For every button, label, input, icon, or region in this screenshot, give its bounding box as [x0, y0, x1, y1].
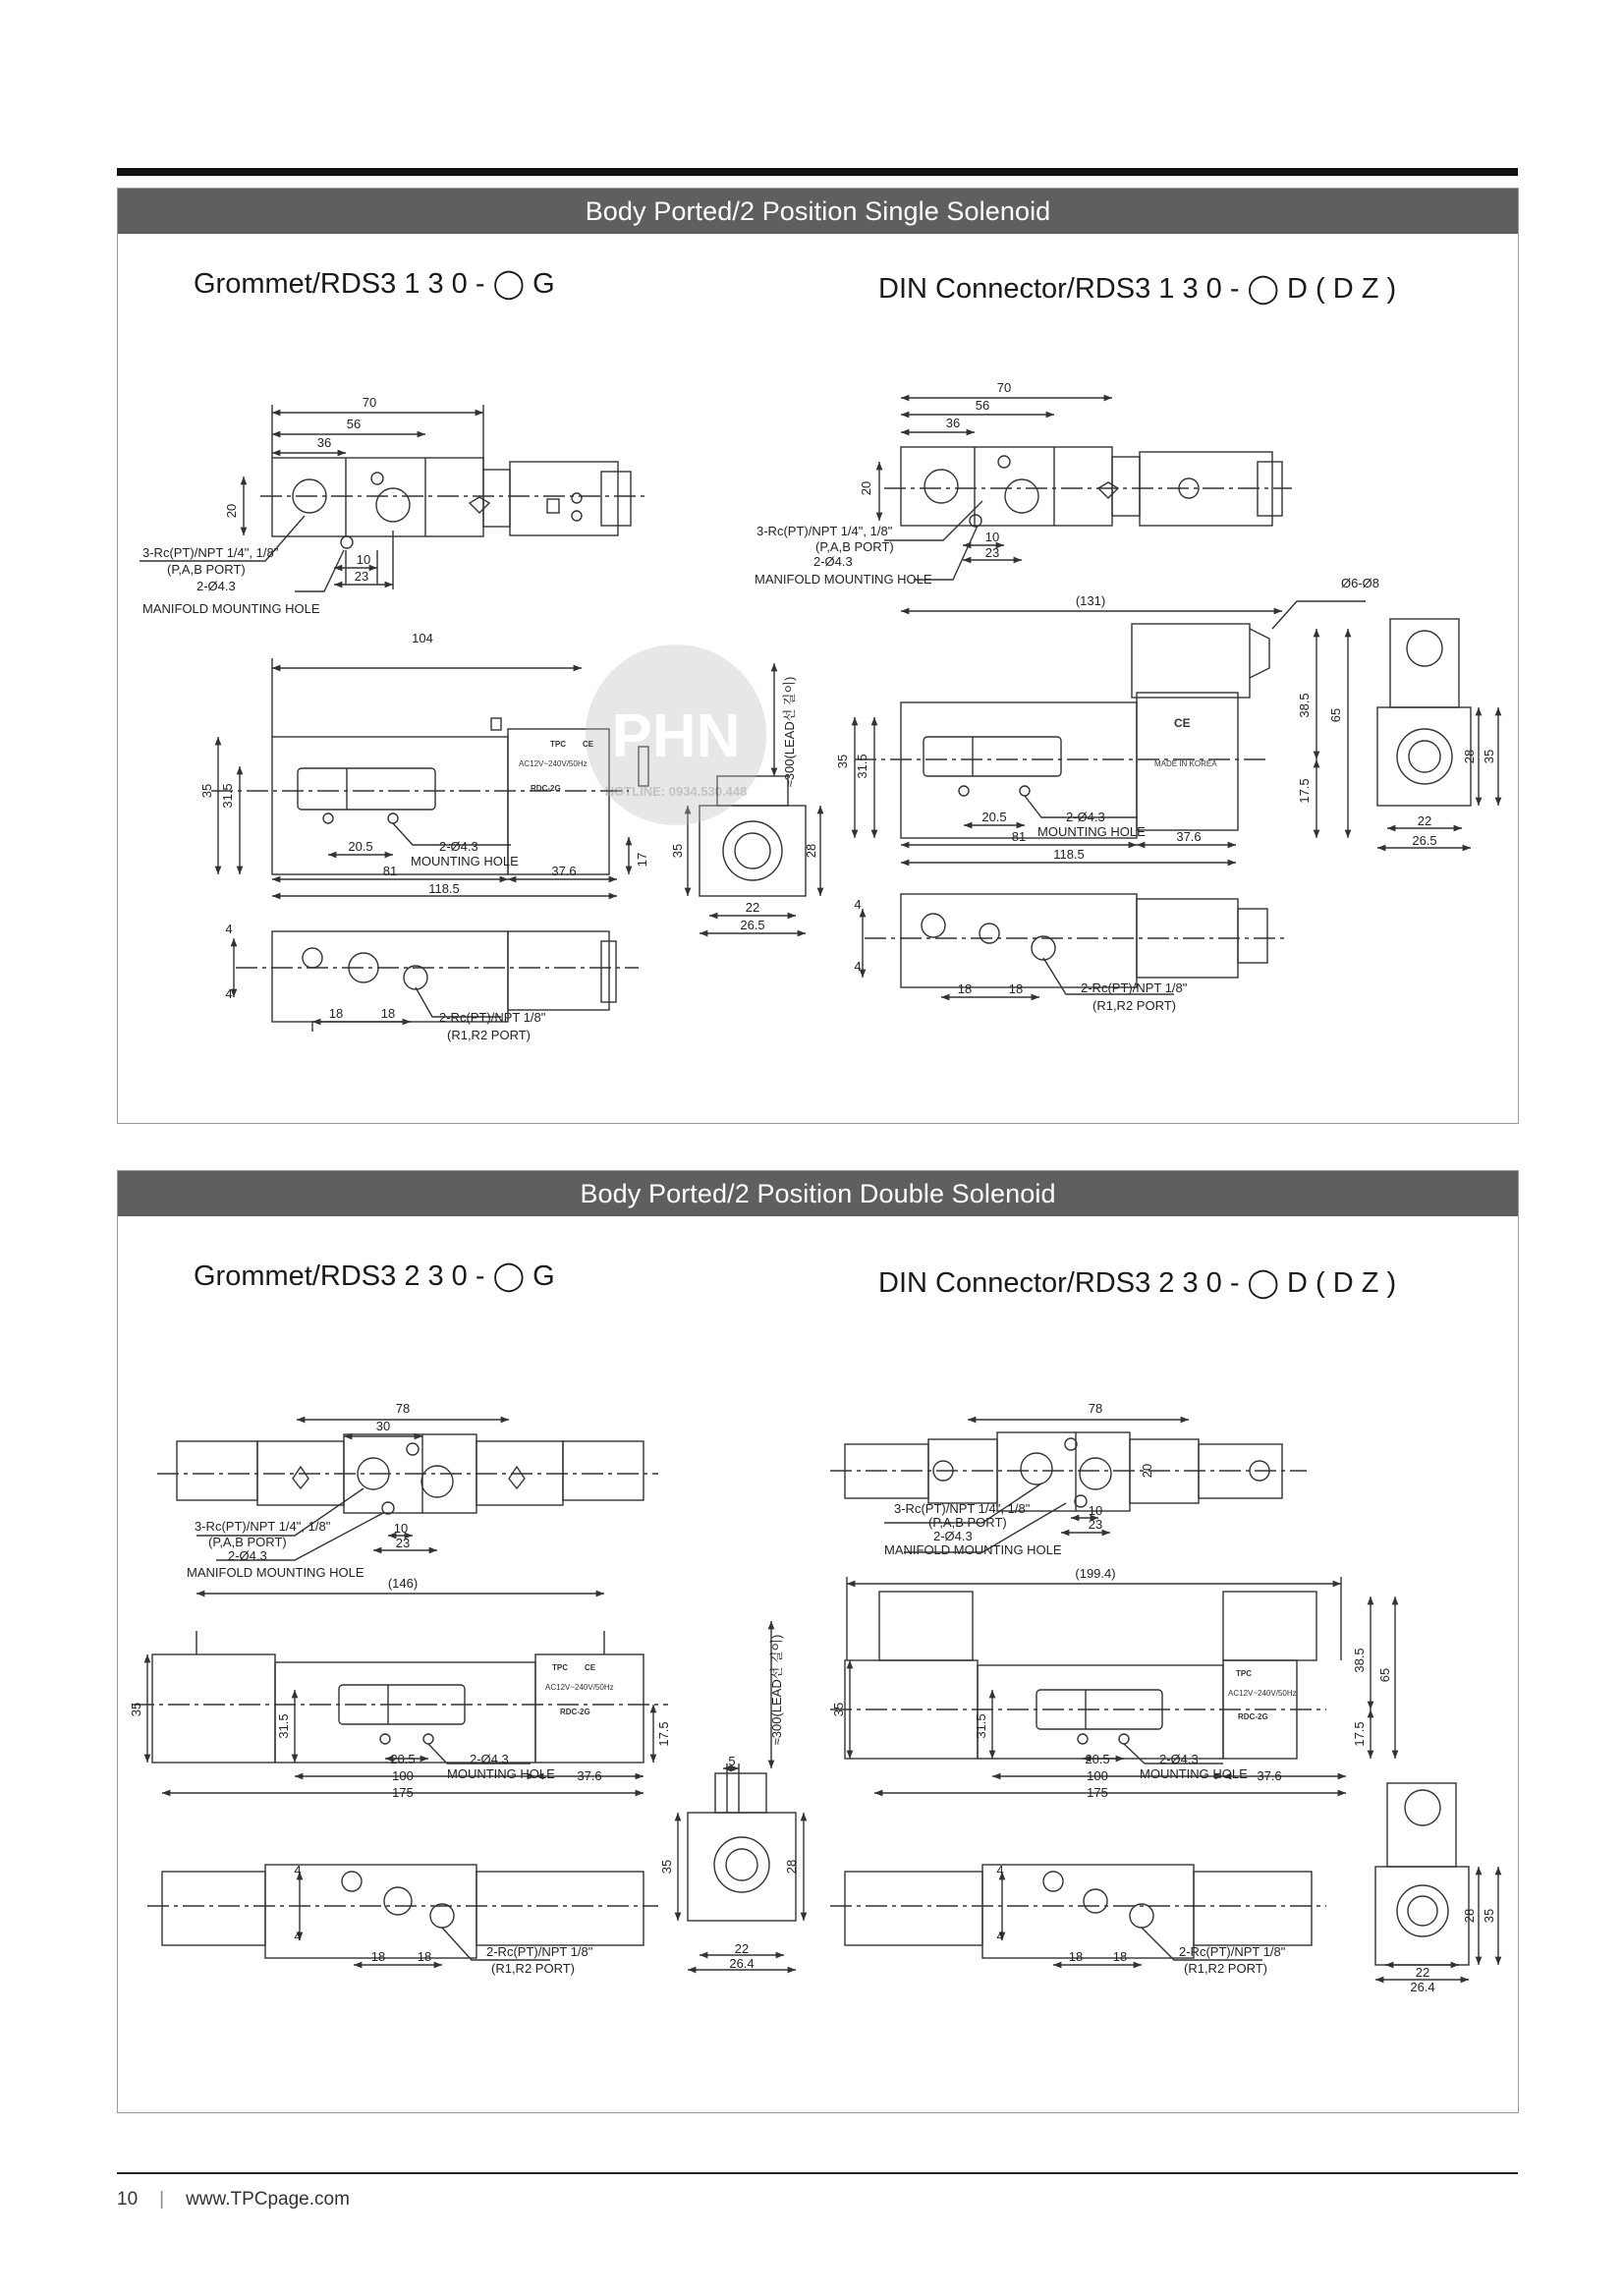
dim-20: 20	[859, 480, 873, 496]
dim-104: 104	[412, 631, 433, 645]
dim-38-5: 38.5	[1352, 1648, 1367, 1673]
dim-56: 56	[346, 417, 362, 431]
label-port-r2: (R1,R2 PORT)	[447, 1028, 531, 1042]
label-port-pab2: (P,A,B PORT)	[167, 562, 246, 577]
dim-10: 10	[1088, 1503, 1103, 1518]
label-port-pab2: (P,A,B PORT)	[208, 1535, 287, 1549]
nameplate-ce: CE	[583, 740, 594, 749]
dim-118-5: 118.5	[1053, 847, 1085, 862]
dim-36: 36	[945, 416, 961, 430]
dim-18: 18	[328, 1006, 344, 1021]
dim-10: 10	[984, 530, 1000, 544]
s1-grommet-bottom-view	[234, 931, 639, 1032]
dim-20-5: 20.5	[1085, 1752, 1110, 1766]
dim-4: 4	[996, 1863, 1004, 1877]
dim-23: 23	[984, 545, 1000, 560]
dim-17-5: 17.5	[656, 1721, 671, 1747]
label-port-r: 2-Rc(PT)/NPT 1/8"	[439, 1010, 546, 1025]
dim-4: 4	[294, 1863, 302, 1877]
s1-din-top-view	[879, 398, 1292, 580]
dim-31-5: 31.5	[974, 1713, 988, 1739]
din-title-double: DIN Connector/RDS3 2 3 0 - ◯ D ( D Z )	[878, 1267, 1397, 1299]
dim-10: 10	[356, 552, 371, 567]
label-hole: 2-Ø4.3	[1066, 810, 1105, 824]
dim-28: 28	[784, 1859, 799, 1875]
label-port-pab: 3-Rc(PT)/NPT 1/4", 1/8"	[894, 1501, 1031, 1516]
label-port-r2: (R1,R2 PORT)	[1092, 998, 1176, 1013]
s2-din-top-view	[830, 1420, 1307, 1552]
dim-23: 23	[354, 569, 369, 584]
dim-31-5: 31.5	[855, 754, 869, 779]
label-port-r: 2-Rc(PT)/NPT 1/8"	[1179, 1944, 1286, 1959]
nameplate-tpc: TPC	[550, 740, 566, 749]
label-hole: 2-Ø4.3	[439, 839, 478, 854]
dim-35: 35	[1482, 749, 1496, 764]
dim-31-5: 31.5	[220, 783, 235, 809]
label-port-pab2: (P,A,B PORT)	[928, 1515, 1007, 1530]
label-port-r2: (R1,R2 PORT)	[1184, 1961, 1267, 1976]
panel-title: Body Ported/2 Position Double Solenoid	[118, 1171, 1518, 1216]
dim-4: 4	[854, 959, 862, 974]
nameplate-model: RDC-2G	[531, 784, 561, 793]
dim-22: 22	[1417, 813, 1432, 828]
s2-din-side-view	[1375, 1783, 1498, 1980]
label-lead: ≈300(LEAD선 길이)	[769, 1634, 784, 1746]
dim-4: 4	[294, 1929, 302, 1943]
footer-url[interactable]: www.TPCpage.com	[186, 2189, 350, 2210]
dim-199-4: (199.4)	[1075, 1566, 1116, 1581]
dim-35: 35	[835, 754, 850, 769]
dim-18: 18	[1112, 1949, 1128, 1964]
label-hole: 2-Ø4.3	[933, 1529, 973, 1543]
dim-81: 81	[382, 864, 398, 878]
dim-65: 65	[1328, 707, 1343, 723]
dim-26-5: 26.5	[1412, 833, 1437, 848]
dim-37-6: 37.6	[1257, 1768, 1282, 1783]
nameplate-ce: CE	[585, 1663, 596, 1672]
label-hole: 2-Ø4.3	[196, 579, 236, 593]
dim-35: 35	[659, 1859, 674, 1875]
dim-36: 36	[316, 435, 332, 450]
s2-grommet-side-view	[678, 1621, 804, 1970]
nameplate-ac: AC12V~240V/50Hz	[519, 759, 588, 768]
dim-175: 175	[392, 1785, 414, 1800]
label-cable: Ø6-Ø8	[1341, 576, 1380, 590]
label-mounting: MOUNTING HOLE	[1140, 1766, 1248, 1781]
dim-35: 35	[831, 1702, 846, 1717]
dim-23: 23	[1088, 1517, 1103, 1532]
dim-17-5: 17.5	[1297, 778, 1312, 804]
footer-separator: |	[159, 2189, 165, 2210]
dim-20: 20	[224, 503, 239, 519]
label-port-pab: 3-Rc(PT)/NPT 1/4", 1/8"	[756, 524, 893, 538]
s1-grommet-top-view	[260, 458, 648, 548]
label-port-r: 2-Rc(PT)/NPT 1/8"	[486, 1944, 593, 1959]
label-port-r: 2-Rc(PT)/NPT 1/8"	[1081, 980, 1188, 995]
dim-18: 18	[417, 1949, 432, 1964]
dim-23: 23	[395, 1536, 411, 1550]
dim-35: 35	[129, 1702, 143, 1717]
dim-28: 28	[1462, 1908, 1477, 1924]
dim-78: 78	[395, 1401, 411, 1416]
dim-18: 18	[380, 1006, 396, 1021]
dim-20-5: 20.5	[348, 839, 373, 854]
dim-35: 35	[670, 843, 685, 859]
page-number: 10	[117, 2189, 139, 2210]
dim-35: 35	[1482, 1908, 1496, 1924]
dim-37-6: 37.6	[1176, 829, 1202, 844]
dim-4: 4	[854, 897, 862, 912]
nameplate-model: RDC-2G	[560, 1708, 590, 1716]
dim-38-5: 38.5	[1297, 693, 1312, 718]
nameplate-tpc: TPC	[552, 1663, 568, 1672]
dim-131: (131)	[1075, 593, 1106, 608]
label-port-pab: 3-Rc(PT)/NPT 1/4", 1/8"	[142, 545, 279, 560]
dim-22: 22	[745, 900, 760, 915]
label-mounting: MOUNTING HOLE	[1037, 824, 1146, 839]
label-hole: 2-Ø4.3	[813, 554, 853, 569]
watermark-logo: PHN	[611, 702, 741, 770]
dim-100: 100	[1087, 1768, 1108, 1783]
dim-22: 22	[1415, 1965, 1430, 1980]
panel-title: Body Ported/2 Position Single Solenoid	[118, 189, 1518, 234]
grommet-title-double: Grommet/RDS3 2 3 0 - ◯ G	[194, 1260, 555, 1292]
dim-4: 4	[996, 1929, 1004, 1943]
label-mounting: MOUNTING HOLE	[411, 854, 519, 868]
dim-18: 18	[957, 981, 973, 996]
watermark-hotline: HOTLINE: 0934.530.448	[604, 784, 748, 799]
dim-10: 10	[393, 1521, 409, 1536]
dim-18: 18	[1008, 981, 1024, 996]
nameplate-tpc: TPC	[1236, 1669, 1252, 1678]
dim-146: (146)	[387, 1576, 419, 1591]
dim-4: 4	[225, 986, 233, 1001]
dim-17: 17	[635, 852, 649, 868]
nameplate-ac: AC12V~240V/50Hz	[545, 1683, 614, 1692]
label-manifold: MANIFOLD MOUNTING HOLE	[884, 1542, 1062, 1557]
dim-31-5: 31.5	[276, 1713, 291, 1739]
label-mounting: MOUNTING HOLE	[447, 1766, 555, 1781]
grommet-title-single: Grommet/RDS3 1 3 0 - ◯ G	[194, 268, 555, 300]
nameplate-made: MADE IN KOREA	[1154, 759, 1217, 768]
dim-26-4: 26.4	[1410, 1980, 1435, 1994]
dim-65: 65	[1377, 1667, 1392, 1683]
nameplate-model: RDC-2G	[1238, 1712, 1268, 1721]
label-manifold: MANIFOLD MOUNTING HOLE	[187, 1565, 364, 1580]
label-lead: ≈300(LEAD선 길이)	[782, 676, 797, 788]
label-port-r2: (R1,R2 PORT)	[491, 1961, 575, 1976]
footer	[117, 2189, 350, 2211]
label-port-pab: 3-Rc(PT)/NPT 1/4", 1/8"	[195, 1519, 331, 1534]
dim-70: 70	[996, 380, 1012, 395]
watermark	[586, 644, 766, 825]
dim-37-6: 37.6	[551, 864, 577, 878]
dim-22: 22	[734, 1941, 750, 1956]
dim-56: 56	[975, 398, 990, 413]
dim-37-6: 37.6	[577, 1768, 602, 1783]
dim-5: 5	[728, 1754, 736, 1768]
dim-20-5: 20.5	[390, 1752, 416, 1766]
dim-70: 70	[362, 395, 377, 410]
dim-18: 18	[370, 1949, 386, 1964]
dim-17-5: 17.5	[1352, 1721, 1367, 1747]
s1-din-bottom-view	[863, 894, 1287, 997]
dim-4: 4	[225, 922, 233, 936]
nameplate-ac: AC12V~240V/50Hz	[1228, 1689, 1297, 1698]
dim-20: 20	[1140, 1463, 1154, 1479]
dim-81: 81	[1011, 829, 1027, 844]
dim-100: 100	[392, 1768, 414, 1783]
dim-175: 175	[1087, 1785, 1108, 1800]
dim-28: 28	[1462, 749, 1477, 764]
label-hole: 2-Ø4.3	[470, 1752, 509, 1766]
label-manifold: MANIFOLD MOUNTING HOLE	[755, 572, 932, 587]
label-hole: 2-Ø4.3	[228, 1548, 267, 1563]
label-manifold: MANIFOLD MOUNTING HOLE	[142, 601, 320, 616]
nameplate-ce: CE	[1174, 716, 1191, 730]
label-port-pab2: (P,A,B PORT)	[815, 539, 894, 554]
dim-28: 28	[804, 843, 818, 859]
dim-30: 30	[375, 1419, 391, 1433]
dim-18: 18	[1068, 1949, 1084, 1964]
dim-20-5: 20.5	[981, 810, 1007, 824]
dim-78: 78	[1088, 1401, 1103, 1416]
s2-din-front-view	[830, 1577, 1395, 1793]
dim-35: 35	[199, 783, 214, 799]
dim-26-5: 26.5	[740, 918, 765, 932]
footer-rule	[117, 2172, 1518, 2174]
dim-118-5: 118.5	[428, 881, 460, 896]
s1-din-side-view	[1377, 619, 1498, 848]
label-hole: 2-Ø4.3	[1159, 1752, 1199, 1766]
din-title-single: DIN Connector/RDS3 1 3 0 - ◯ D ( D Z )	[878, 273, 1397, 305]
dim-26-4: 26.4	[729, 1956, 755, 1971]
